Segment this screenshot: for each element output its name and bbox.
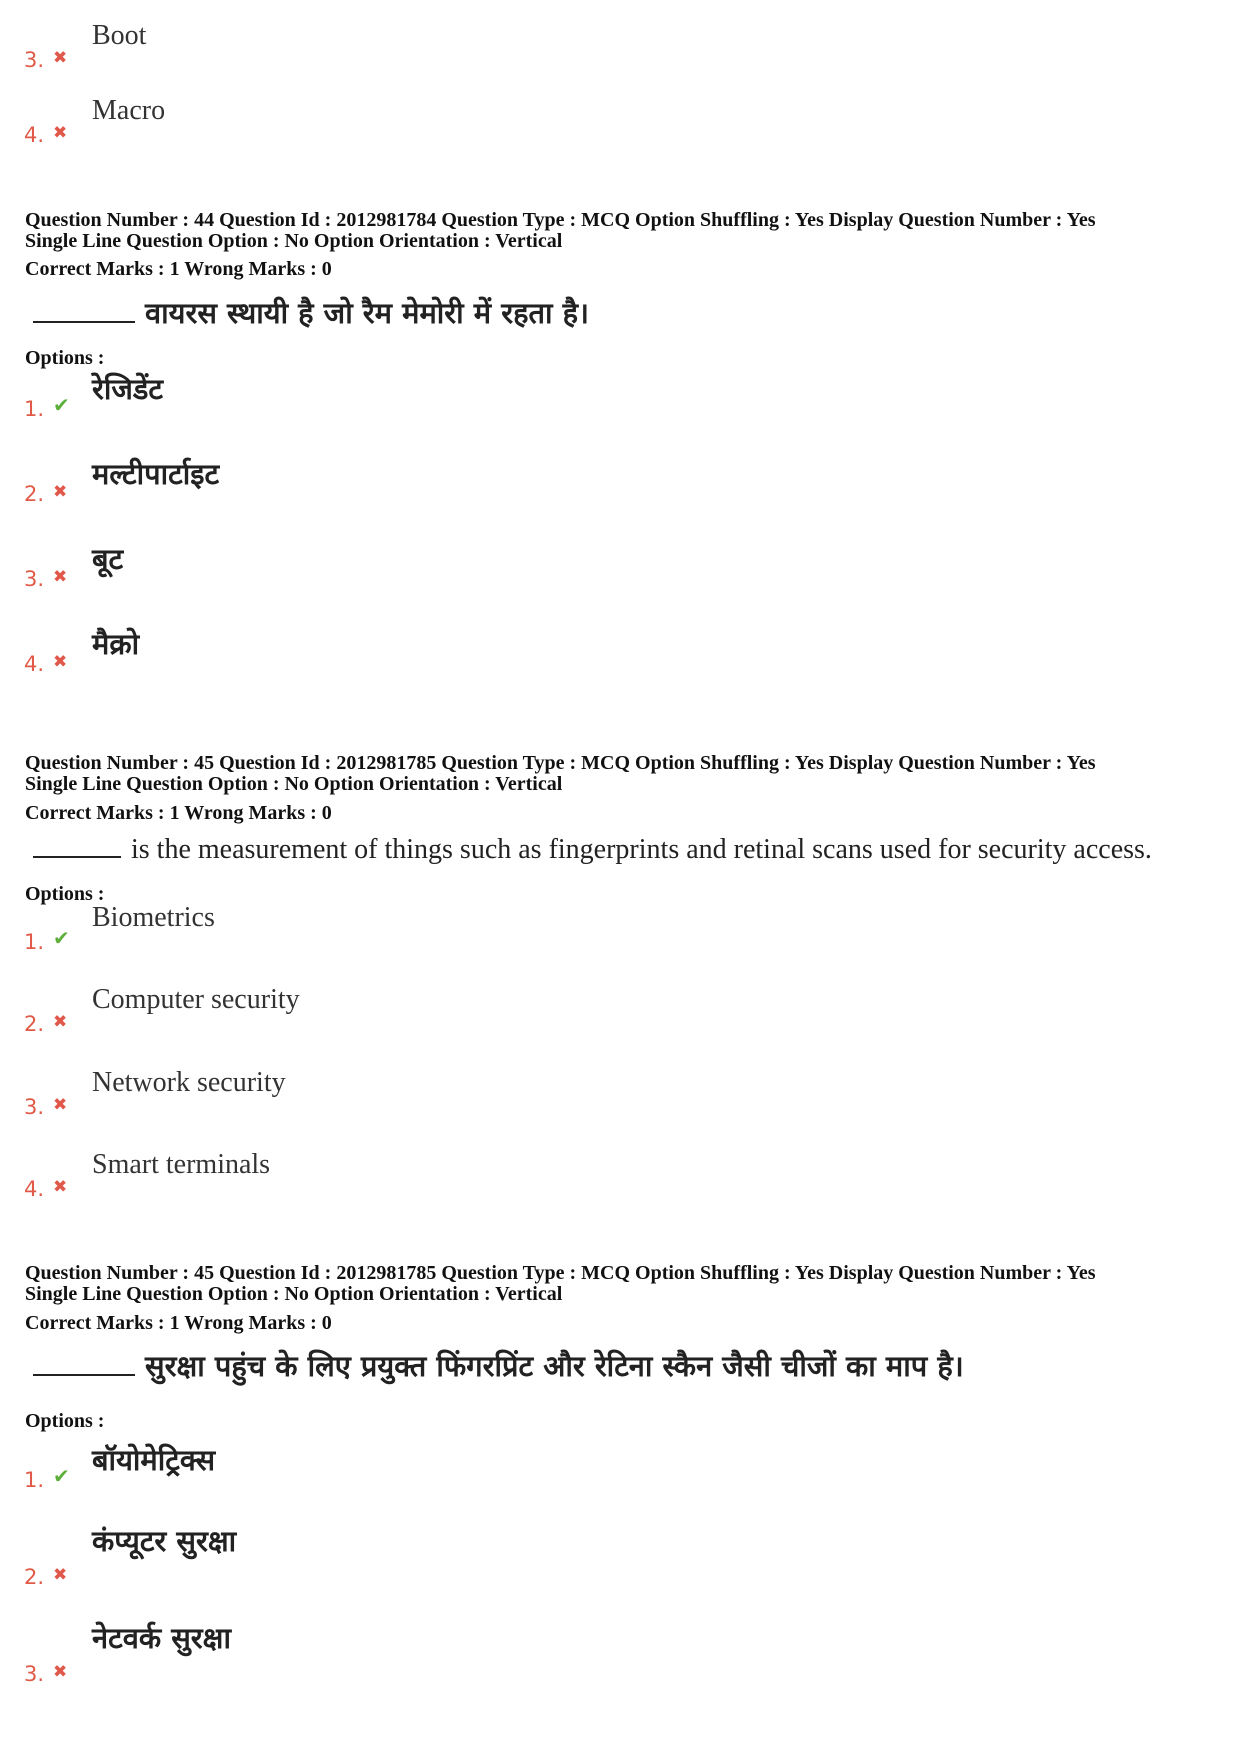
option-text: Computer security <box>92 984 300 1015</box>
options-label: Options : <box>25 1410 105 1432</box>
option-number: 4. <box>24 123 45 147</box>
option-item <box>24 1443 924 1492</box>
check-icon: ✔ <box>53 1464 70 1488</box>
option-item <box>24 20 924 72</box>
options-label: Options : <box>25 347 105 369</box>
option-text: Boot <box>92 20 147 51</box>
option-text: मैक्रो <box>92 627 140 661</box>
question-text-row <box>33 293 589 332</box>
option-number: 1. <box>24 930 45 954</box>
option-number: 3. <box>24 1662 45 1686</box>
cross-icon: ✖ <box>53 123 68 143</box>
option-item <box>24 1067 924 1119</box>
option-text: नेटवर्क सुरक्षा <box>92 1621 231 1655</box>
option-text: कंप्यूटर सुरक्षा <box>92 1524 237 1558</box>
cross-icon: ✖ <box>53 652 68 672</box>
cross-icon: ✖ <box>53 567 68 587</box>
option-item <box>24 1524 924 1589</box>
question-meta-line1: Question Number : 45 Question Id : 2012981785 Question Type : MCQ Option Shuffling : Yes Display Question Number : Yes <box>25 752 1096 774</box>
question-text: वायरस स्थायी है जो रैम मेमोरी में रहता है। <box>145 296 589 330</box>
question-text-row <box>33 834 1152 866</box>
cross-icon: ✖ <box>53 1565 68 1585</box>
option-number: 3. <box>24 48 45 72</box>
question-text-row <box>33 1346 964 1385</box>
option-item <box>24 984 924 1036</box>
option-number: 3. <box>24 567 45 591</box>
option-item <box>24 457 924 506</box>
option-number: 4. <box>24 1177 45 1201</box>
answer-blank <box>33 854 121 858</box>
option-item <box>24 372 924 421</box>
option-text: Biometrics <box>92 902 215 933</box>
option-text: Network security <box>92 1067 286 1098</box>
option-number: 1. <box>24 397 45 421</box>
cross-icon: ✖ <box>53 1095 68 1115</box>
option-item <box>24 95 924 147</box>
option-item <box>24 1149 924 1201</box>
question-marks: Correct Marks : 1 Wrong Marks : 0 <box>25 802 332 824</box>
option-item <box>24 902 924 954</box>
cross-icon: ✖ <box>53 1662 68 1682</box>
check-icon: ✔ <box>53 926 70 950</box>
answer-blank <box>33 1372 135 1376</box>
check-icon: ✔ <box>53 393 70 417</box>
option-text: रेजिडेंट <box>92 372 164 406</box>
question-text: सुरक्षा पहुंच के लिए प्रयुक्त फिंगरप्रिंट और रेटिना स्कैन जैसी चीजों का माप है। <box>145 1349 964 1383</box>
option-number: 3. <box>24 1095 45 1119</box>
option-number: 1. <box>24 1468 45 1492</box>
option-number: 2. <box>24 482 45 506</box>
question-marks: Correct Marks : 1 Wrong Marks : 0 <box>25 258 332 280</box>
options-label: Options : <box>25 883 105 905</box>
option-text: बॉयोमेट्रिक्स <box>92 1443 216 1477</box>
option-number: 2. <box>24 1012 45 1036</box>
option-text: Smart terminals <box>92 1149 271 1180</box>
answer-blank <box>33 319 135 323</box>
cross-icon: ✖ <box>53 1012 68 1032</box>
question-meta-line2: Single Line Question Option : No Option Orientation : Vertical <box>25 230 563 252</box>
question-marks: Correct Marks : 1 Wrong Marks : 0 <box>25 1312 332 1334</box>
cross-icon: ✖ <box>53 48 68 68</box>
option-number: 4. <box>24 652 45 676</box>
cross-icon: ✖ <box>53 482 68 502</box>
question-text: is the measurement of things such as fingerprints and retinal scans used for security access. <box>131 834 1152 865</box>
option-item <box>24 627 924 676</box>
option-text: मल्टीपार्टाइट <box>92 457 220 491</box>
cross-icon: ✖ <box>53 1177 68 1197</box>
option-text: बूट <box>92 542 124 576</box>
question-meta-line2: Single Line Question Option : No Option Orientation : Vertical <box>25 773 563 795</box>
option-text: Macro <box>92 95 166 126</box>
question-meta-line1: Question Number : 44 Question Id : 2012981784 Question Type : MCQ Option Shuffling : Yes Display Question Number : Yes <box>25 209 1096 231</box>
question-meta-line1: Question Number : 45 Question Id : 2012981785 Question Type : MCQ Option Shuffling : Yes Display Question Number : Yes <box>25 1262 1096 1284</box>
option-item <box>24 1621 924 1686</box>
question-meta-line2: Single Line Question Option : No Option Orientation : Vertical <box>25 1283 563 1305</box>
option-item <box>24 542 924 591</box>
option-number: 2. <box>24 1565 45 1589</box>
